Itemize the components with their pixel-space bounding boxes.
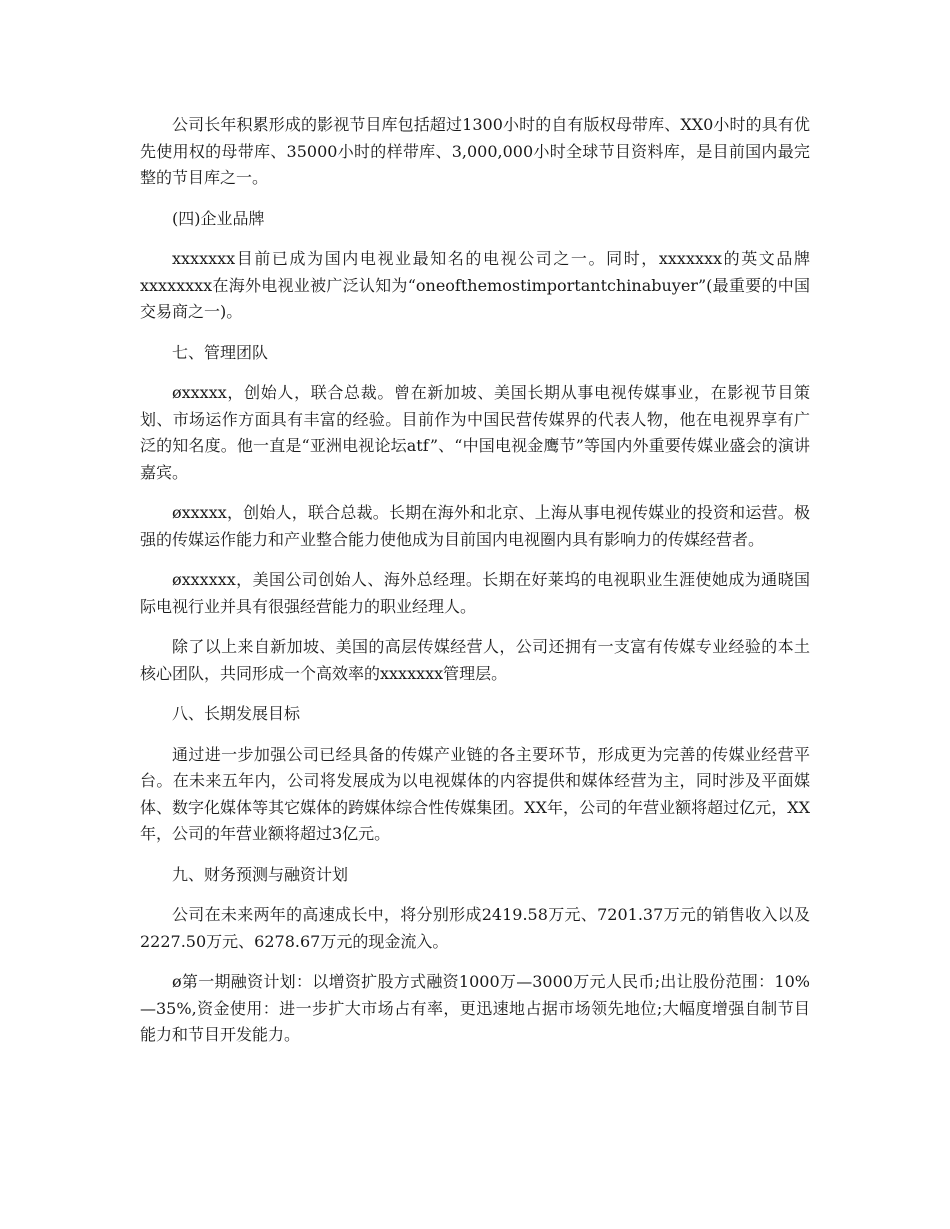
paragraph-financing-plan: ø第一期融资计划：以增资扩股方式融资1000万—3000万元人民币;出让股份范围：10%—35%,资金使用：进一步扩大市场占有率，更迅速地占据市场领先地位;大幅度增强自制节目能力和节目开发能力。: [140, 972, 810, 1044]
paragraph-core-team: 除了以上来自新加坡、美国的高层传媒经营人，公司还拥有一支富有传媒专业经验的本土核心团队，共同形成一个高效率的xxxxxxx管理层。: [140, 637, 810, 683]
paragraph-program-library: 公司长年积累形成的影视节目库包括超过1300小时的自有版权母带库、XX0小时的具有优先使用权的母带库、35000小时的样带库、3,000,000小时全球节目资料库，是目前国内最完整的节目库之一。: [140, 115, 810, 187]
paragraph-goals: 通过进一步加强公司已经具备的传媒产业链的各主要环节，形成更为完善的传媒业经营平台。在未来五年内，公司将发展成为以电视媒体的内容提供和媒体经营为主，同时涉及平面媒体、数字化媒体等其它媒体的跨媒体综合性传媒集团。XX年，公司的年营业额将超过亿元，XX年，公司的年营业额将超过3亿元。: [140, 744, 810, 843]
paragraph-brand: xxxxxxx目前已成为国内电视业最知名的电视公司之一。同时，xxxxxxx的英文品牌xxxxxxxx在海外电视业被广泛认知为“oneofthemostimportantchinabuyer”(最重要的中国交易商之一)。: [140, 249, 810, 321]
paragraph-forecast: 公司在未来两年的高速成长中，将分别形成2419.58万元、7201.37万元的销售收入以及2227.50万元、6278.67万元的现金流入。: [140, 905, 810, 951]
paragraph-us-founder: øxxxxxx，美国公司创始人、海外总经理。长期在好莱坞的电视职业生涯使她成为通晓国际电视行业并具有很强经营能力的职业经理人。: [140, 570, 810, 616]
paragraph-founder-1: øxxxxx，创始人，联合总裁。曾在新加坡、美国长期从事电视传媒事业，在影视节目策划、市场运作方面具有丰富的经验。目前作为中国民营传媒界的代表人物，他在电视界享有广泛的知名度。他一直是“亚洲电视论坛atf”、“中国电视金鹰节”等国内外重要传媒业盛会的演讲嘉宾。: [140, 383, 810, 482]
paragraph-founder-2: øxxxxx，创始人，联合总裁。长期在海外和北京、上海从事电视传媒业的投资和运营。极强的传媒运作能力和产业整合能力使他成为目前国内电视圈内具有影响力的传媒经营者。: [140, 503, 810, 549]
section-heading-long-term-goals: 八、长期发展目标: [172, 704, 301, 723]
document-body: [140, 112, 810, 1063]
section-heading-brand: (四)企业品牌: [172, 208, 265, 228]
section-heading-financial-forecast: 九、财务预测与融资计划: [172, 864, 349, 884]
section-heading-management-team: 七、管理团队: [172, 342, 269, 362]
